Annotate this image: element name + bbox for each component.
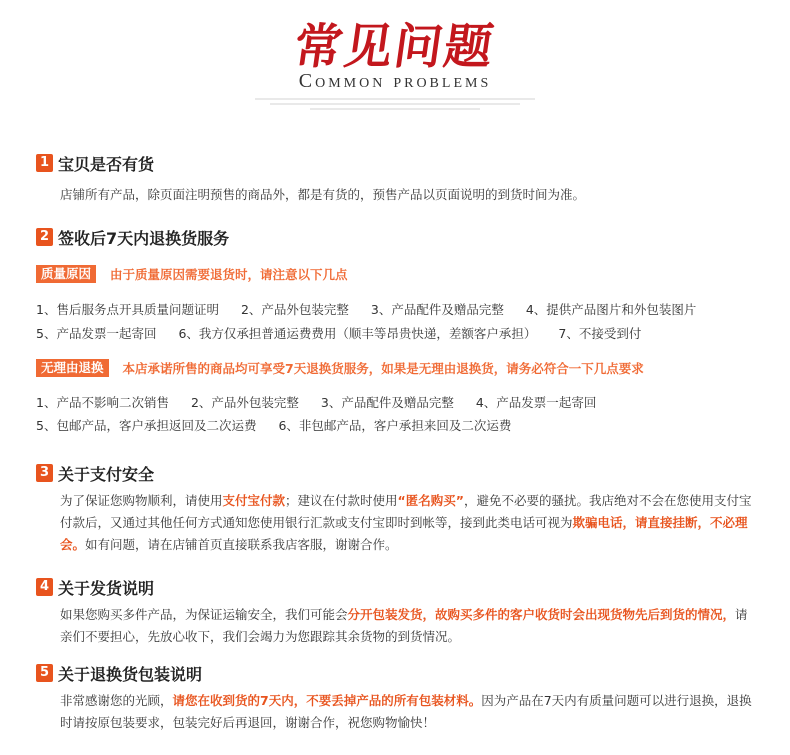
section-number-badge: 2 xyxy=(36,228,53,246)
list-item: 4、产品发票一起寄回 xyxy=(475,395,597,410)
list-item: 4、提供产品图片和外包装图片 xyxy=(525,302,697,317)
highlight-keep-packaging: 请您在收到货的7天内，不要丢掉产品的所有包装材料。 xyxy=(172,693,482,708)
section-title: 签收后7天内退换货服务 xyxy=(58,228,230,248)
section-text xyxy=(60,690,760,734)
highlight-fraud-warning: 欺骗电话，请直接挂断，不必理会。 xyxy=(60,515,748,552)
text-span: 请亲们不要担心，先放心收下，我们会竭力为您跟踪其余货物的到货情况。 xyxy=(60,607,748,644)
decorative-lines xyxy=(255,95,535,113)
quality-items-line-1 xyxy=(36,300,714,318)
text-span: 为了保证您购物顺利，请使用 xyxy=(60,493,223,508)
section-text xyxy=(60,490,760,556)
quality-reason-tag: 质量原因 xyxy=(36,265,96,283)
header xyxy=(0,0,790,130)
list-item: 3、产品配件及赠品完整 xyxy=(370,302,504,317)
highlight-anonymous: “匿名购买” xyxy=(397,493,464,508)
no-reason-note: 本店承诺所售的商品均可享受7天退换货服务，如果是无理由退换货，请务必符合一下几点要求 xyxy=(122,361,644,376)
section-payment-security xyxy=(36,462,154,484)
list-item: 1、售后服务点开具质量问题证明 xyxy=(36,302,219,317)
list-item: 2、产品外包装完整 xyxy=(240,302,349,317)
list-item: 5、包邮产品，客户承担返回及二次运费 xyxy=(36,418,257,433)
list-item: 6、非包邮产品，客户承担来回及二次运费 xyxy=(278,418,512,433)
no-reason-items-line-2 xyxy=(36,416,529,434)
page-title: 常见问题 xyxy=(290,19,499,75)
text-span: 因为产品在7天内有质量问题可以进行退换，退换时请按原包装要求，包装完好后再退回，谢谢合作，祝您购物愉快！ xyxy=(60,693,752,730)
section-title: 关于退换货包装说明 xyxy=(58,664,203,684)
no-reason-row xyxy=(36,358,644,378)
text-span: 如有问题，请在店铺首页直接联系我店客服，谢谢合作。 xyxy=(85,537,398,552)
list-item: 3、产品配件及赠品完整 xyxy=(320,395,454,410)
quality-reason-note: 由于质量原因需要退货时，请注意以下几点 xyxy=(110,267,348,282)
quality-reason-row xyxy=(36,264,348,284)
list-item: 7、不接受到付 xyxy=(558,326,642,341)
section-title: 关于支付安全 xyxy=(58,464,155,484)
no-reason-tag: 无理由退换 xyxy=(36,359,109,377)
section-number-badge: 1 xyxy=(36,154,53,172)
highlight-alipay: 支付宝付款 xyxy=(222,493,286,508)
highlight-split-shipping: 分开包装发货，故购买多件的客户收货时会出现货物先后到货的情况， xyxy=(347,607,736,622)
section-number-badge: 5 xyxy=(36,664,53,682)
section-text xyxy=(60,604,760,648)
section-title: 关于发货说明 xyxy=(58,578,155,598)
section-stock xyxy=(36,152,154,174)
section-return-packaging xyxy=(36,662,202,684)
section-number-badge: 4 xyxy=(36,578,53,596)
text-span: 非常感谢您的光顾， xyxy=(60,693,173,708)
list-item: 6、我方仅承担普通运费费用（顺丰等昂贵快递，差额客户承担） xyxy=(178,326,537,341)
section-title: 宝贝是否有货 xyxy=(58,154,155,174)
list-item: 1、产品不影响二次销售 xyxy=(36,395,169,410)
list-item: 2、产品外包装完整 xyxy=(190,395,299,410)
page-subtitle: Common problems xyxy=(298,70,492,92)
list-item: 5、产品发票一起寄回 xyxy=(36,326,157,341)
section-text: 店铺所有产品，除页面注明预售的商品外，都是有货的，预售产品以页面说明的到货时间为准。 xyxy=(60,187,586,202)
section-number-badge: 3 xyxy=(36,464,53,482)
text-span: ；建议在付款时使用 xyxy=(285,493,398,508)
section-return-service xyxy=(36,226,229,248)
quality-items-line-2 xyxy=(36,324,659,342)
text-span: ，避免不必要的骚扰。我店绝对不会在您使用支付宝付款后，又通过其他任何方式通知您使用银行汇款或支付宝即时到帐等，接到此类电话可视为 xyxy=(60,493,752,530)
no-reason-items-line-1 xyxy=(36,393,614,411)
text-span: 如果您购买多件产品，为保证运输安全，我们可能会 xyxy=(60,607,348,622)
section-shipping xyxy=(36,576,154,598)
